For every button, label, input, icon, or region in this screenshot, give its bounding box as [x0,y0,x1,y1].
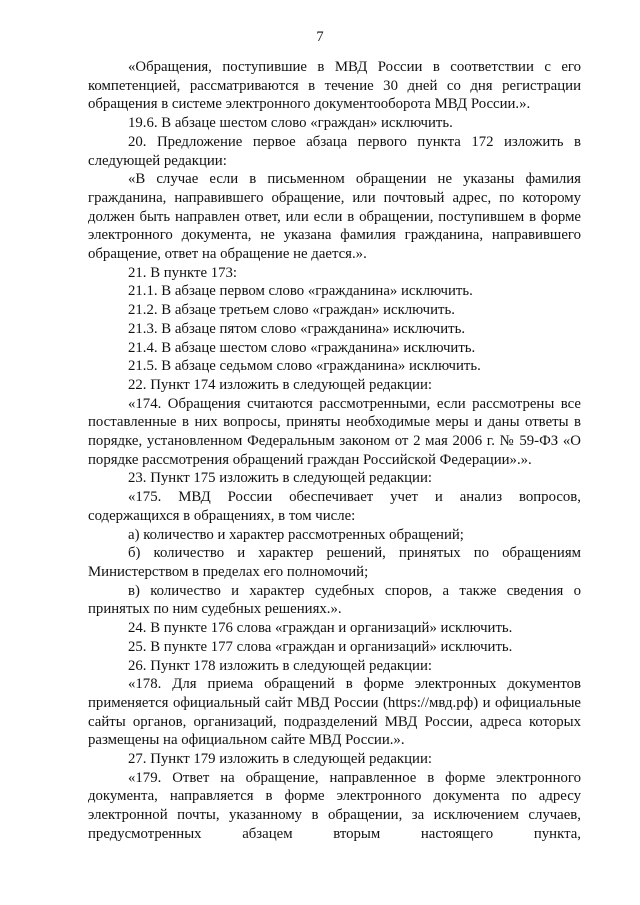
paragraph: 21.4. В абзаце шестом слово «гражданина» исключить. [128,339,476,356]
paragraph: 24. В пункте 176 слова «граждан и организаций» исключить. [128,620,513,637]
paragraph: б) количество и характер решений, принятых по обращениям Министерством в пределах его полномочий; [88,545,581,580]
page-number: 7 [316,29,324,45]
paragraph: «178. Для приема обращений в форме электронных документов применяется официальный сайт МВД России (https://мвд.рф) и официальные сайты органов, организаций, подразделений МВД России, адреса которых размещены на официальном сайте МВД России.». [88,676,581,749]
paragraph: 21.1. В абзаце первом слово «гражданина» исключить. [128,283,473,300]
paragraph: 21. В пункте 173: [128,264,238,281]
paragraph: «174. Обращения считаются рассмотренными, если рассмотрены все поставленные в них вопросы, приняты необходимые меры и даны ответы в порядке, установленном Федеральным законом от 2 мая 2006 г. № 59-ФЗ «О порядке рассмотрения обращений граждан Российской Федерации».». [88,395,581,468]
paragraph: 27. Пункт 179 изложить в следующей редакции: [128,751,432,768]
paragraph: в) количество и характер судебных споров, а также сведения о принятых по ним судебных решениях.». [88,582,581,618]
paragraph: 21.5. В абзаце седьмом слово «гражданина» исключить. [128,358,481,375]
paragraph: «Обращения, поступившие в МВД России в соответствии с его компетенцией, рассматриваются в течение 30 дней со дня регистрации обращения в системе электронного документооборота МВД России.». [88,59,581,113]
paragraph: «В случае если в письменном обращении не указаны фамилия гражданина, направившего обращение, или почтовый адрес, по которому должен быть направлен ответ, или если в обращении, поступившем в форме электронного документа, не указана фамилия гражданина, направившего обращение, ответ на обращение не дается.». [88,171,581,263]
paragraph: 21.2. В абзаце третьем слово «граждан» исключить. [128,302,455,319]
paragraph: 25. В пункте 177 слова «граждан и организаций» исключить. [128,638,513,655]
paragraph: 22. Пункт 174 изложить в следующей редакции: [128,376,432,393]
paragraph: 26. Пункт 178 изложить в следующей редакции: [128,657,432,674]
document-body [88,58,581,844]
paragraph: 19.6. В абзаце шестом слово «граждан» исключить. [128,115,453,132]
paragraph: 20. Предложение первое абзаца первого пункта 172 изложить в следующей редакции: [88,133,581,169]
paragraph: «175. МВД России обеспечивает учет и анализ вопросов, содержащихся в обращениях, в том числе: [88,489,581,524]
paragraph: 23. Пункт 175 изложить в следующей редакции: [128,470,432,487]
paragraph: «179. Ответ на обращение, направленное в форме электронного документа, направляется в форме электронного документа по адресу электронной почты, указанному в обращении, за исключением случаев, предусмотренных абзацем вторым настоящего пункта, [88,769,581,842]
paragraph: 21.3. В абзаце пятом слово «гражданина» исключить. [128,320,466,337]
paragraph: а) количество и характер рассмотренных обращений; [128,526,464,543]
